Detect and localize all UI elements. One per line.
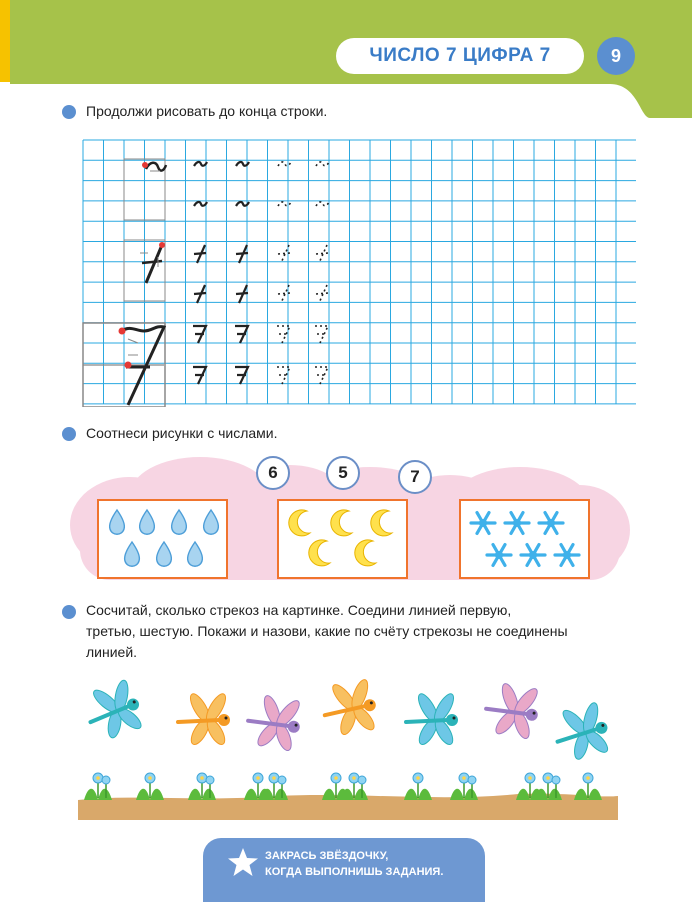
stroke-copy bbox=[316, 245, 328, 263]
page-title: ЧИСЛО 7 ЦИФРА 7 bbox=[336, 38, 584, 74]
dragonfly-5[interactable] bbox=[406, 691, 458, 747]
stroke-copy bbox=[236, 245, 248, 263]
seven-copy bbox=[193, 326, 206, 343]
drop-icon bbox=[204, 510, 219, 534]
dragonfly-2[interactable] bbox=[178, 691, 230, 747]
dragonfly-6[interactable] bbox=[482, 678, 543, 742]
flower-icon bbox=[84, 773, 112, 800]
dragonfly-scene[interactable] bbox=[78, 670, 618, 822]
task1-bullet-icon bbox=[62, 105, 76, 119]
flower-icon bbox=[450, 773, 478, 800]
drop-icon bbox=[125, 542, 140, 566]
drop-icon bbox=[157, 542, 172, 566]
task3-bullet-icon bbox=[62, 605, 76, 619]
drop-icon bbox=[110, 510, 125, 534]
number-circle-5[interactable]: 5 bbox=[326, 456, 360, 490]
snowflake-icon bbox=[487, 545, 511, 566]
moon-icon bbox=[355, 540, 376, 566]
flower-icon bbox=[404, 773, 432, 800]
snowflake-icon bbox=[555, 545, 579, 566]
footer-line2: КОГДА ВЫПОЛНИШЬ ЗАДАНИЯ. bbox=[265, 866, 444, 878]
tilde-copy bbox=[194, 162, 207, 166]
snowflakes-box[interactable] bbox=[459, 499, 590, 579]
number-circle-6[interactable]: 6 bbox=[256, 456, 290, 490]
dragonfly-1[interactable] bbox=[80, 675, 148, 745]
stroke-copy bbox=[194, 245, 206, 263]
dragonfly-4[interactable] bbox=[319, 676, 380, 740]
moon-icon bbox=[371, 510, 392, 536]
page-number: 9 bbox=[597, 37, 635, 75]
drop-icon bbox=[140, 510, 155, 534]
dragonfly-3[interactable] bbox=[244, 690, 305, 754]
tilde-copy bbox=[316, 202, 329, 206]
task3-instruction-line2: третью, шестую. Покажи и назови, какие по счёту стрекозы не соединены bbox=[86, 623, 568, 639]
stroke-copy bbox=[236, 285, 248, 303]
flower-icon bbox=[188, 773, 216, 800]
drop-icon bbox=[188, 542, 203, 566]
drops-box[interactable] bbox=[97, 499, 228, 579]
snowflake-icon bbox=[505, 513, 529, 534]
stroke-copy bbox=[194, 285, 206, 303]
moons-box[interactable] bbox=[277, 499, 408, 579]
yellow-edge-strip bbox=[0, 0, 10, 82]
tilde-sample bbox=[146, 163, 166, 171]
moon-icon bbox=[331, 510, 352, 536]
footer-line1: ЗАКРАСЬ ЗВЁЗДОЧКУ, bbox=[265, 850, 389, 862]
tilde-copy bbox=[194, 202, 207, 206]
flower-icon bbox=[534, 773, 562, 800]
drop-icon bbox=[172, 510, 187, 534]
snowflake-icon bbox=[539, 513, 563, 534]
dragonfly-7[interactable] bbox=[550, 698, 615, 766]
tilde-copy bbox=[278, 162, 291, 166]
tilde-copy bbox=[278, 202, 291, 206]
seven-copy bbox=[315, 326, 328, 343]
star-icon[interactable] bbox=[227, 846, 259, 878]
seven-copy bbox=[315, 367, 328, 384]
task1-instruction: Продолжи рисовать до конца строки. bbox=[86, 103, 328, 119]
flower-icon bbox=[136, 773, 164, 800]
moon-icon bbox=[289, 510, 310, 536]
number-circle-7[interactable]: 7 bbox=[398, 460, 432, 494]
footer-banner bbox=[203, 838, 485, 902]
moon-icon bbox=[309, 540, 330, 566]
task2-instruction: Соотнеси рисунки с числами. bbox=[86, 425, 278, 441]
task3-instruction-line1: Сосчитай, сколько стрекоз на картинке. Соедини линией первую, bbox=[86, 602, 512, 618]
seven-copy bbox=[235, 326, 248, 343]
flower-icon bbox=[574, 773, 602, 800]
tilde-copy bbox=[316, 162, 329, 166]
snowflake-icon bbox=[471, 513, 495, 534]
copybook-grid[interactable] bbox=[82, 139, 636, 407]
seven-copy bbox=[193, 367, 206, 384]
task2-bullet-icon bbox=[62, 427, 76, 441]
snowflake-icon bbox=[521, 545, 545, 566]
task3-instruction-line3: линией. bbox=[86, 644, 138, 660]
flower-icon bbox=[340, 773, 368, 800]
seven-stroke-sample bbox=[146, 245, 162, 283]
flower-icon bbox=[260, 773, 288, 800]
seven-copy bbox=[235, 367, 248, 384]
stroke-copy bbox=[316, 285, 328, 303]
